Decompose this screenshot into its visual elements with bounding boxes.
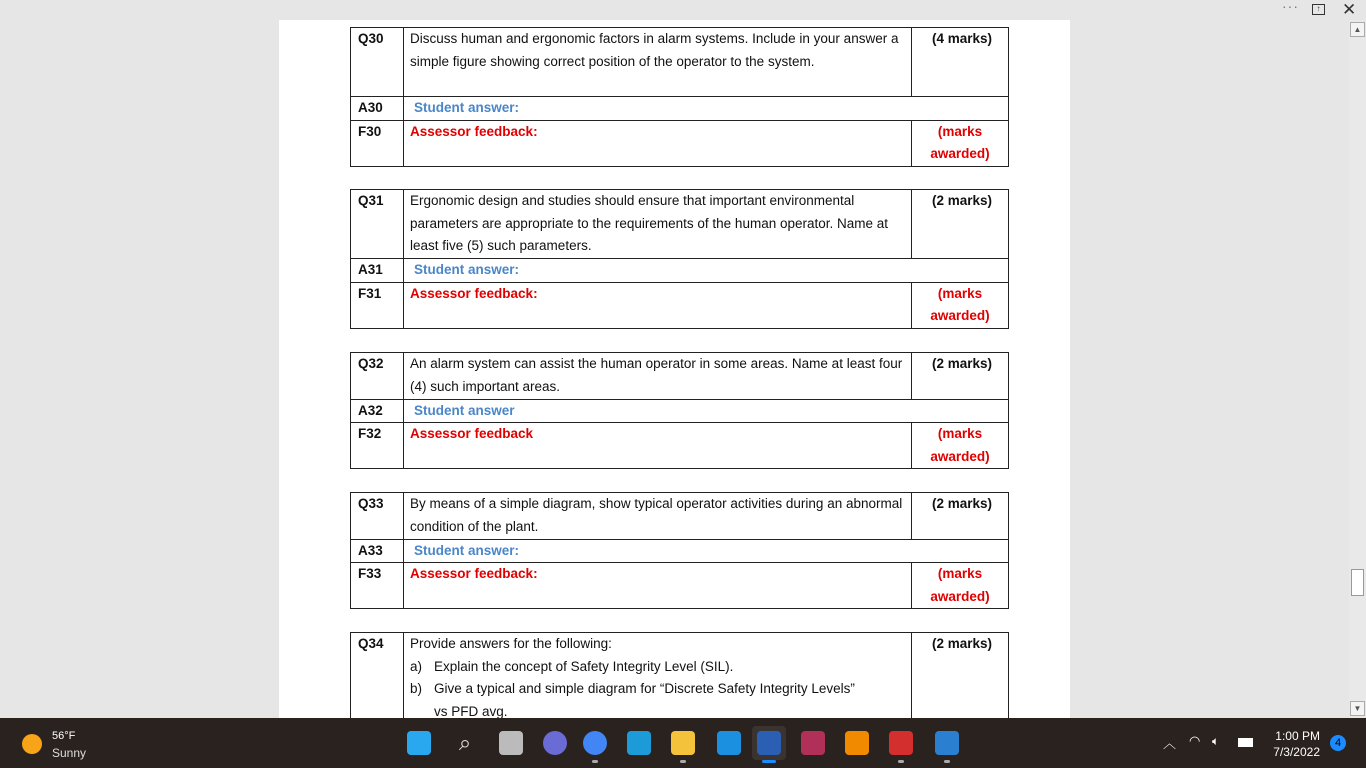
- feedback-row: [351, 423, 1009, 469]
- search-icon: ⌕: [458, 730, 472, 755]
- answer-row: [351, 539, 1009, 563]
- wifi-icon[interactable]: ◠: [1189, 733, 1201, 748]
- teams-chat-icon: [543, 731, 567, 755]
- taskbar-app-search[interactable]: [448, 726, 482, 760]
- chrome-icon: [583, 731, 607, 755]
- notification-badge[interactable]: 4: [1330, 735, 1346, 751]
- feedback-id: F30: [351, 120, 404, 166]
- document-page: [279, 20, 1070, 718]
- assessor-feedback-field[interactable]: Assessor feedback:: [404, 563, 912, 609]
- question-marks: (2 marks): [912, 190, 1009, 259]
- volume-icon[interactable]: 🔈︎: [1212, 734, 1220, 748]
- answer-id: A33: [351, 539, 404, 563]
- taskbar-app-photos[interactable]: [930, 726, 964, 760]
- scroll-thumb[interactable]: [1351, 569, 1364, 596]
- question-cell: [404, 633, 912, 719]
- start-icon: [407, 731, 431, 755]
- question-row: [351, 633, 1009, 719]
- question-id: Q32: [351, 353, 404, 400]
- feedback-id: F33: [351, 563, 404, 609]
- weather-temp: 56°F: [52, 730, 76, 742]
- question-table: [350, 352, 1009, 469]
- clock-date: 7/3/2022: [1273, 745, 1320, 759]
- sub-question-letter: b): [410, 681, 423, 696]
- window-controls: [1266, 0, 1366, 20]
- vertical-scrollbar[interactable]: [1349, 20, 1366, 718]
- question-text: An alarm system can assist the human operator in some areas. Name at least four (4) such important areas.: [410, 356, 903, 394]
- sub-question-text: Give a typical and simple diagram for “Discrete Safety Integrity Levels”: [434, 681, 855, 696]
- question-row: [351, 190, 1009, 259]
- question-table: [350, 632, 1009, 718]
- question-id: Q33: [351, 493, 404, 540]
- clock-time: 1:00 PM: [1275, 729, 1320, 743]
- sub-question-letter: a): [410, 658, 423, 674]
- question-table: [350, 189, 1009, 329]
- question-marks: (2 marks): [912, 493, 1009, 540]
- question-marks: (4 marks): [912, 28, 1009, 97]
- answer-id: A30: [351, 97, 404, 121]
- mcafee-icon: [889, 731, 913, 755]
- question-text: Provide answers for the following:: [410, 636, 612, 651]
- assessor-feedback-field[interactable]: Assessor feedback:: [404, 120, 912, 166]
- question-table: [350, 27, 1009, 167]
- answer-row: [351, 399, 1009, 423]
- student-answer-field[interactable]: Student answer: [404, 399, 1009, 423]
- feedback-row: [351, 563, 1009, 609]
- student-answer-field[interactable]: Student answer:: [404, 259, 1009, 283]
- answer-row: [351, 259, 1009, 283]
- restore-icon[interactable]: ↑: [1312, 4, 1325, 15]
- taskbar: [0, 718, 1366, 768]
- question-cell: [404, 353, 912, 400]
- question-cell: [404, 493, 912, 540]
- marks-awarded: (marks awarded): [912, 563, 1009, 609]
- taskbar-app-mail[interactable]: [712, 726, 746, 760]
- running-indicator: [944, 760, 950, 763]
- student-answer-field[interactable]: Student answer:: [404, 539, 1009, 563]
- assessor-feedback-field[interactable]: Assessor feedback: [404, 423, 912, 469]
- feedback-id: F32: [351, 423, 404, 469]
- question-row: [351, 353, 1009, 400]
- question-id: Q34: [351, 633, 404, 719]
- answer-row: [351, 97, 1009, 121]
- question-cell: [404, 28, 912, 97]
- sun-icon: [22, 734, 42, 754]
- question-row: [351, 493, 1009, 540]
- answer-id: A32: [351, 399, 404, 423]
- media-app-icon: [801, 731, 825, 755]
- question-row: [351, 28, 1009, 97]
- taskbar-app-teams-chat[interactable]: [538, 726, 572, 760]
- taskbar-app-start[interactable]: [402, 726, 436, 760]
- question-text: Ergonomic design and studies should ensure that important environmental parameters are appropriate to the requirements of the human operator. Name at least five (5) such parameters.: [410, 193, 889, 253]
- taskbar-app-word[interactable]: [752, 726, 786, 760]
- taskbar-app-vlc[interactable]: [840, 726, 874, 760]
- taskbar-app-mcafee[interactable]: [884, 726, 918, 760]
- sub-question: [410, 656, 905, 679]
- question-cell: [404, 190, 912, 259]
- more-icon[interactable]: ···: [1282, 0, 1299, 14]
- taskbar-app-edge[interactable]: [622, 726, 656, 760]
- question-marks: (2 marks): [912, 633, 1009, 719]
- feedback-row: [351, 120, 1009, 166]
- question-marks: (2 marks): [912, 353, 1009, 400]
- question-id: Q31: [351, 190, 404, 259]
- question-id: Q30: [351, 28, 404, 97]
- sub-question-list: [410, 656, 905, 719]
- scroll-up-button[interactable]: ▲: [1350, 22, 1365, 37]
- mail-icon: [717, 731, 741, 755]
- question-text: By means of a simple diagram, show typical operator activities during an abnormal condition of the plant.: [410, 496, 903, 534]
- marks-awarded: (marks awarded): [912, 282, 1009, 328]
- answer-id: A31: [351, 259, 404, 283]
- running-indicator: [762, 760, 776, 763]
- taskbar-app-chrome[interactable]: [578, 726, 612, 760]
- sub-question-text: Explain the concept of Safety Integrity Level (SIL).: [434, 658, 734, 674]
- feedback-row: [351, 282, 1009, 328]
- task-view-icon: [499, 731, 523, 755]
- file-explorer-icon: [671, 731, 695, 755]
- running-indicator: [680, 760, 686, 763]
- running-indicator: [592, 760, 598, 763]
- feedback-id: F31: [351, 282, 404, 328]
- question-table: [350, 492, 1009, 609]
- taskbar-app-file-explorer[interactable]: [666, 726, 700, 760]
- close-icon[interactable]: ✕: [1342, 0, 1357, 19]
- weather-condition: Sunny: [52, 746, 87, 760]
- show-hidden-icons-chevron-icon[interactable]: ︿: [1163, 736, 1177, 751]
- edge-icon: [627, 731, 651, 755]
- assessor-feedback-field[interactable]: Assessor feedback:: [404, 282, 912, 328]
- clock[interactable]: [1268, 728, 1320, 760]
- sub-question-continuation: vs PFD avg.: [434, 703, 508, 718]
- sub-question: [410, 678, 905, 718]
- photos-icon: [935, 731, 959, 755]
- battery-icon[interactable]: [1238, 738, 1253, 747]
- scroll-down-button[interactable]: ▼: [1350, 701, 1365, 716]
- marks-awarded: (marks awarded): [912, 120, 1009, 166]
- question-text: Discuss human and ergonomic factors in alarm systems. Include in your answer a simple figure showing correct position of the operator to the system.: [410, 31, 899, 69]
- taskbar-app-task-view[interactable]: [494, 726, 528, 760]
- running-indicator: [898, 760, 904, 763]
- word-icon: [757, 731, 781, 755]
- student-answer-field[interactable]: Student answer:: [404, 97, 1009, 121]
- vlc-icon: [845, 731, 869, 755]
- marks-awarded: (marks awarded): [912, 423, 1009, 469]
- taskbar-app-media-app[interactable]: [796, 726, 830, 760]
